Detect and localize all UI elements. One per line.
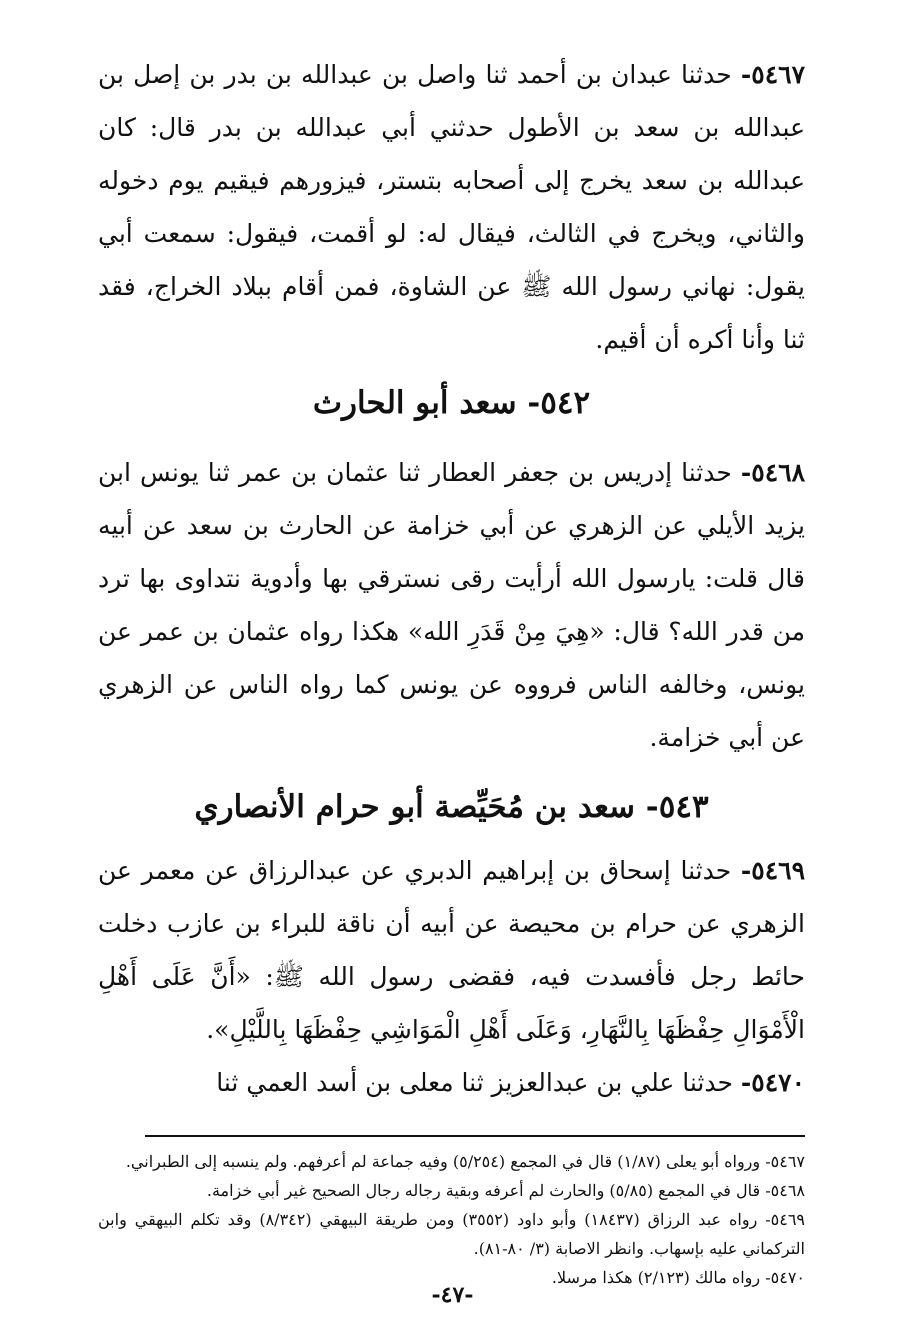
- footnotes: [98, 1147, 805, 1292]
- hadith-text: حدثنا عبدان بن أحمد ثنا واصل بن عبدالله بن بدر بن إصل بن عبدالله بن سعد بن الأطول حدثني أبي عبدالله بن بدر قال: كان عبدالله بن سعد يخرج إلى أصحابه بتستر، فيزورهم فيقيم يوم دخوله والثاني، ويخرج في الثالث، فيقال له: لو أقمت، فيقول: سمعت أبي يقول: نهاني رسول الله ﷺ عن الشاوة، فمن أقام ببلاد الخراج، فقد ثنا وأنا أكره أن أقيم.: [98, 60, 805, 354]
- footnote-divider: [145, 1135, 805, 1137]
- footnote-5468: ٥٤٦٨- قال في المجمع (٥/٨٥) والحارث لم أعرفه وبقية رجاله رجال الصحيح غير أبي خزامة.: [206, 1181, 805, 1200]
- footnote-5467: ٥٤٦٧- ورواه أبو يعلى (١/٨٧) قال في المجمع (٥/٢٥٤) وفيه جماعة لم أعرفهم. ولم ينسبه إلى الطبراني.: [125, 1152, 805, 1171]
- hadith-text: حدثنا إدريس بن جعفر العطار ثنا عثمان بن عمر ثنا يونس ابن يزيد الأيلي عن الزهري عن أبي خزامة عن الحارث بن سعد عن أبيه قال قلت: يارسول الله أرأيت رقى نسترقي بها وأدوية نتداوى بها ترد من قدر الله؟ قال: «هِيَ مِنْ قَدَرِ الله» هكذا رواه عثمان بن عمر عن يونس، وخالفه الناس فرووه عن يونس كما رواه الناس عن الزهري عن أبي خزامة.: [98, 458, 805, 752]
- footnote-5469: ٥٤٦٩- رواه عبد الرزاق (١٨٤٣٧) وأبو داود (٣٥٥٢) ومن طريقة البيهقي (٨/٣٤٢) وقد تكلم البيهقي وابن التركماني عليه بإسهاب. وانظر الاصابة (٣/ ٨٠-٨١).: [98, 1210, 806, 1258]
- hadith-5469: [98, 844, 805, 1056]
- footnote-5470: ٥٤٧٠- رواه مالك (٢/١٢٣) هكذا مرسلا.: [551, 1268, 805, 1287]
- hadith-number: ٥٤٦٨-: [740, 458, 805, 487]
- page-number: -٤٧-: [431, 1282, 474, 1308]
- hadith-5468: [98, 446, 805, 764]
- hadith-5467: [98, 48, 805, 366]
- section-heading-542: ٥٤٢- سعد أبو الحارث: [312, 385, 591, 421]
- hadith-text: حدثنا علي بن عبدالعزيز ثنا معلى بن أسد العمي ثنا: [216, 1068, 741, 1097]
- hadith-text: حدثنا إسحاق بن إبراهيم الدبري عن عبدالرزاق عن معمر عن الزهري عن حرام بن محيصة عن أبيه أن ناقة للبراء بن عازب دخلت حائط رجل فأفسدت فيه، فقضى رسول الله ﷺ: «أَنَّ عَلَى أَهْلِ الْأَمْوَالِ حِفْظَهَا بِالنَّهَارِ، وَعَلَى أَهْلِ الْمَوَاشِي حِفْظَهَا بِاللَّيْلِ».: [98, 856, 805, 1044]
- hadith-number: ٥٤٦٧-: [740, 60, 805, 89]
- hadith-number: ٥٤٦٩-: [740, 856, 805, 885]
- section-heading-543: ٥٤٣- سعد بن مُحَيِّصة أبو حرام الأنصاري: [194, 789, 709, 825]
- hadith-number: ٥٤٧٠-: [740, 1068, 805, 1097]
- hadith-5470: [98, 1056, 805, 1109]
